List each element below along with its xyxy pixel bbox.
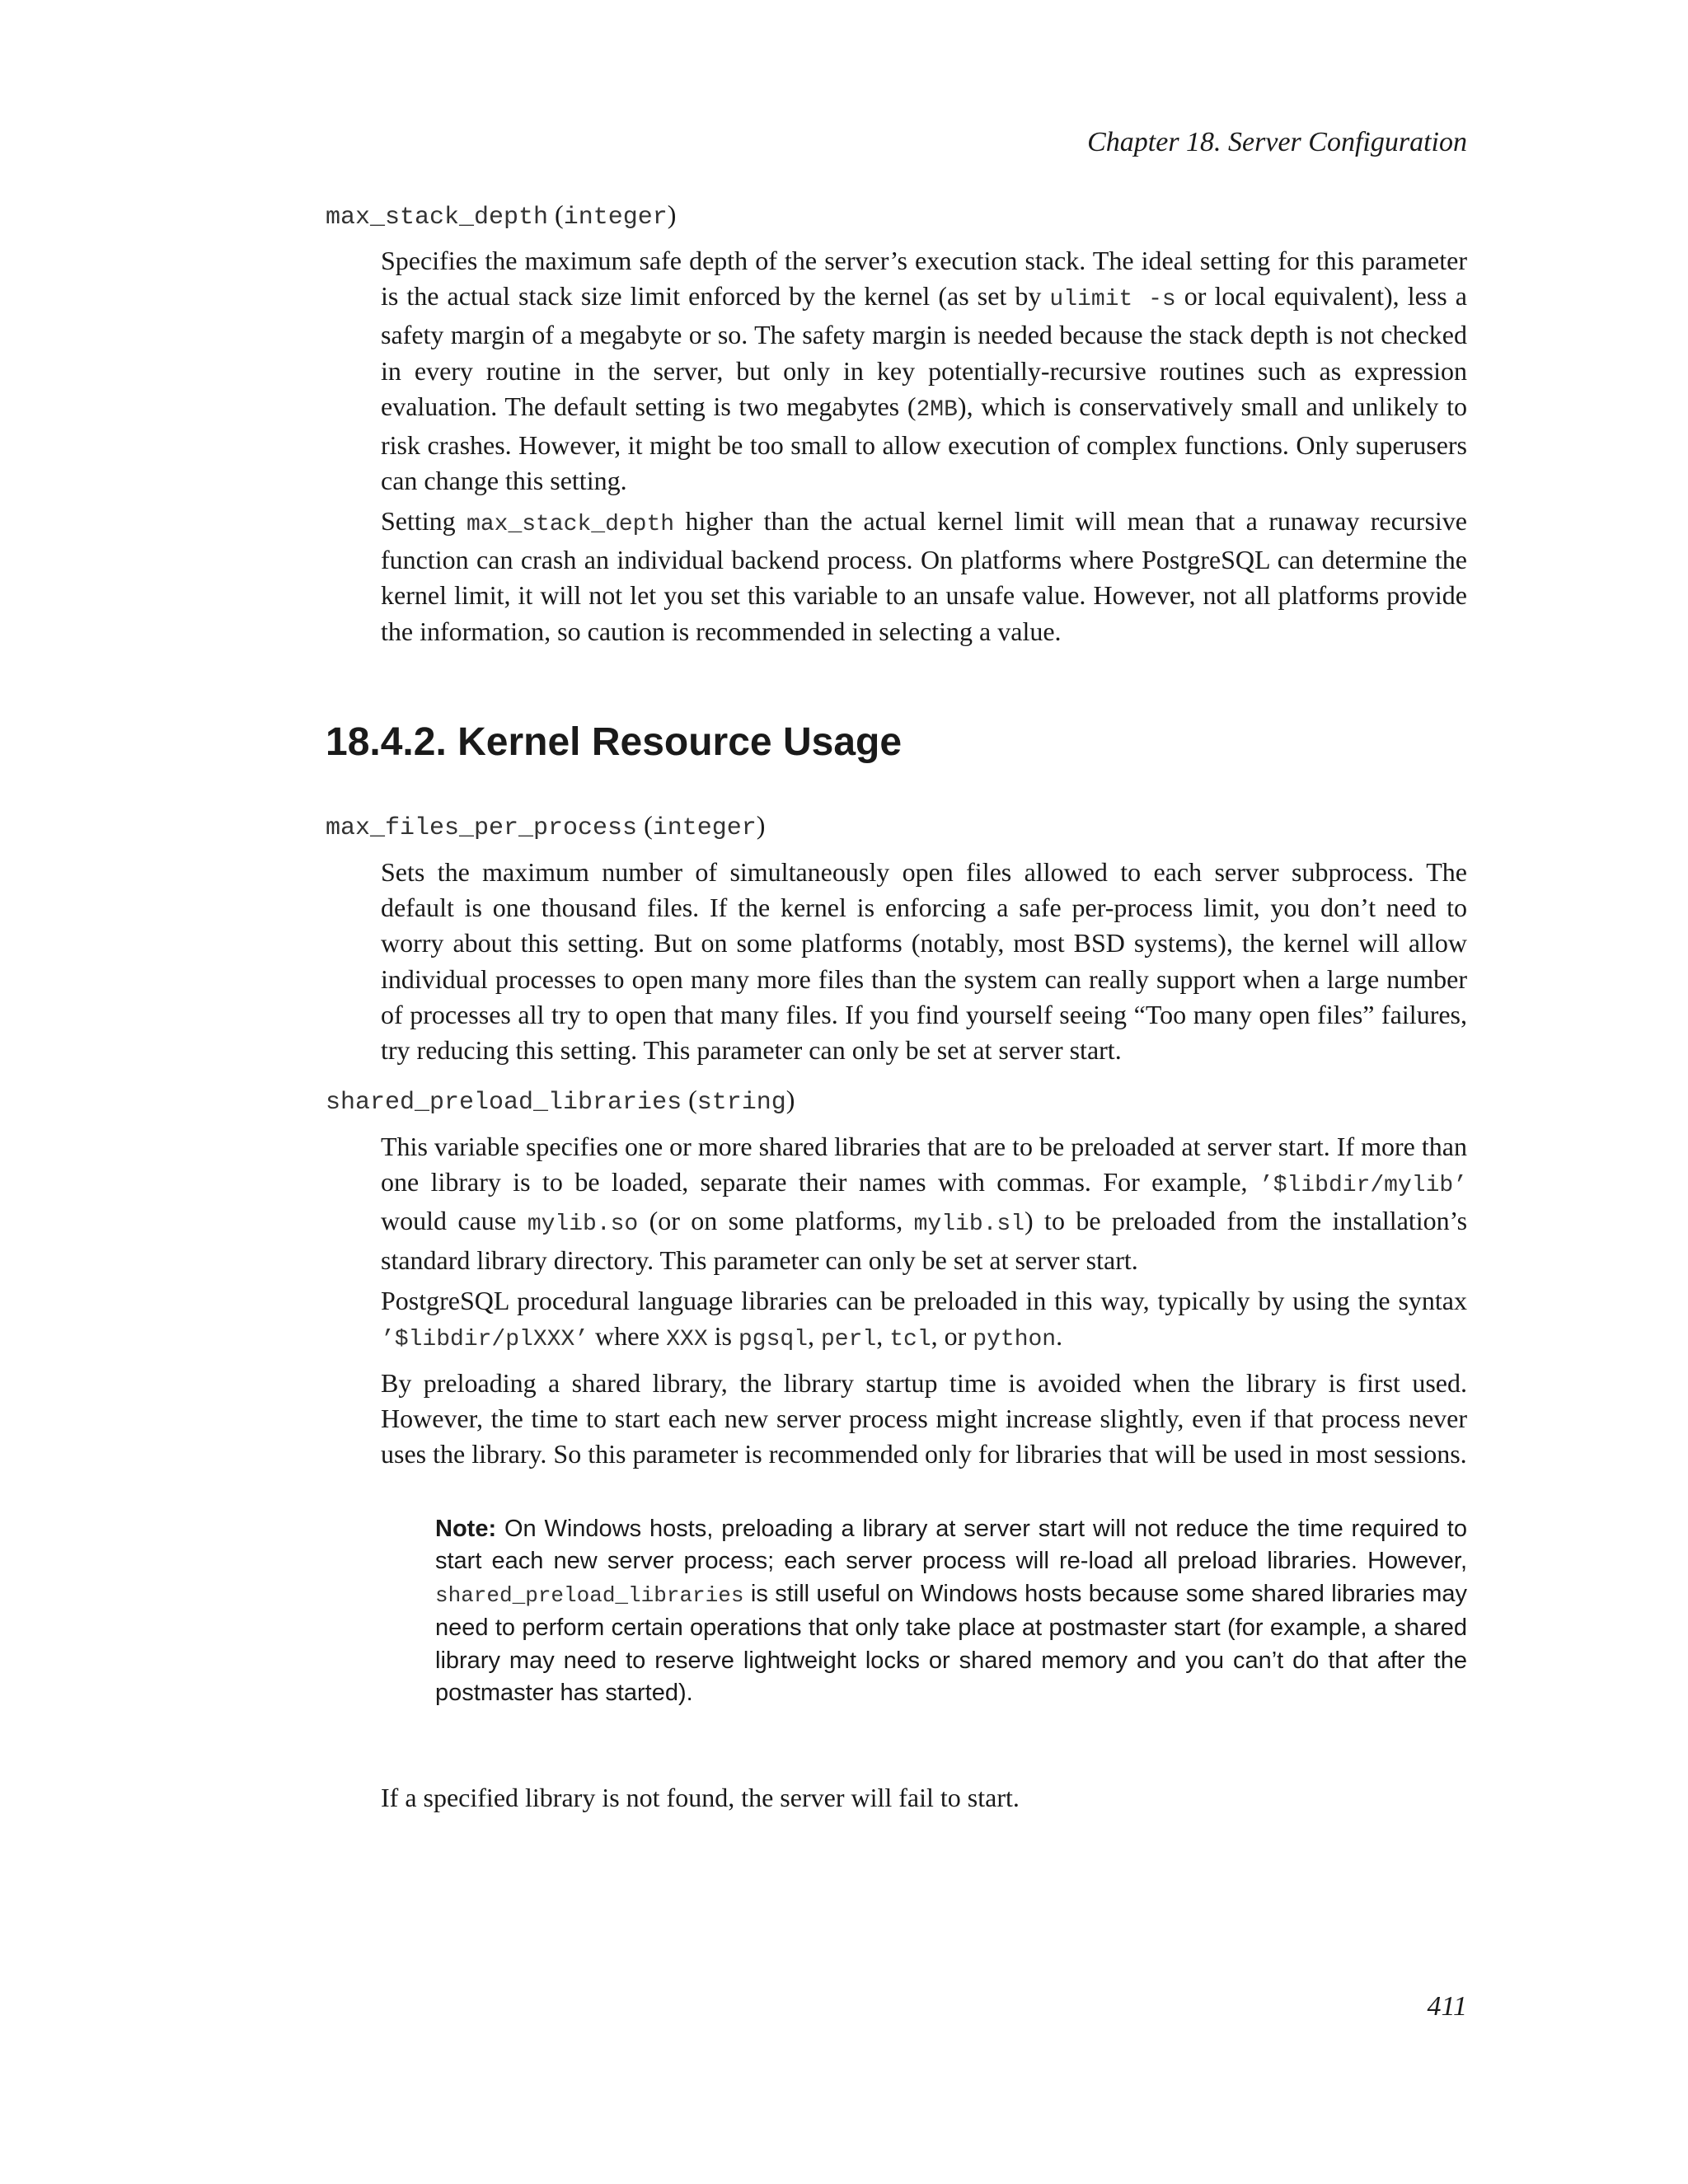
inline-code: 2MB xyxy=(916,396,958,423)
stack-depth-description: Specifies the maximum safe depth of the server’s execution stack. The ideal setting for this parameter is the actual stack size limit enforced by the kernel (as set by ulimit -s or local equivalent), less a safety margin of a megabyte or so. The safety margin is needed because the stack depth is not checked in every routine in the server, but only in key potentially-recursive routines such as expression evaluation. The default setting is two megabytes (2MB), which is conservatively small and unlikely to risk crashes. However, it might be too small to allow execution of complex functions. Only superusers can change this setting. xyxy=(381,246,1468,496)
page-number: 411 xyxy=(1427,1991,1467,2022)
parameter-name: max_stack_depth xyxy=(326,204,549,232)
files-per-process-description: Sets the maximum number of simultaneously open files allowed to each server subprocess. The default is one thousand files. If the kernel is enforcing a safe per-process limit, you don’t need to worry about this setting. But on some platforms (notably, most BSD systems), the kernel will allow individual processes to open many more files than the system can really support when a large number of processes all try to open that many files. If you find yourself seeing “Too many open files” failures, try reducing this setting. This parameter can only be set at server start. xyxy=(381,857,1467,1066)
inline-code: max_stack_depth xyxy=(467,512,675,537)
inline-code: mylib.sl xyxy=(913,1212,1025,1238)
parameter-name: max_files_per_process xyxy=(326,814,638,842)
parameter-name: shared_preload_libraries xyxy=(326,1089,682,1117)
inline-code: XXX xyxy=(666,1327,708,1353)
term-max-files-per-process: max_files_per_process (integer) xyxy=(326,810,766,842)
inline-code: perl xyxy=(821,1327,877,1353)
preload-description: This variable specifies one or more shared libraries that are to be preloaded at server start. If more than one library is to be loaded, separate their names with commas. For example, ’$libdir/mylib’ would cause mylib.so (or on some platforms, mylib.sl) to be preloaded from the installation’s standard library directory. This parameter can only be set at server start. xyxy=(381,1132,1468,1275)
preload-startup-time: By preloading a shared library, the library startup time is avoided when the library is first used. However, the time to start each new server process might increase slightly, even if that process never uses the library. So this parameter is recommended only for libraries that will be used in most sessions. xyxy=(381,1368,1467,1469)
inline-code: tcl xyxy=(889,1327,931,1353)
section-title: 18.4.2. Kernel Resource Usage xyxy=(326,720,903,764)
preload-procedural-languages: PostgreSQL procedural language libraries can be preloaded in this way, typically by using the syntax ’$libdir/plXXX’ where XXX is pgsql, perl, tcl, or python. xyxy=(381,1286,1467,1353)
note-label: Note: xyxy=(435,1516,497,1542)
preload-not-found: If a specified library is not found, the server will fail to start. xyxy=(381,1783,1020,1812)
inline-code: pgsql xyxy=(738,1327,808,1353)
windows-note: Note: On Windows hosts, preloading a library at server start will not reduce the time required to start each new server process; each server process will re-load all preload libraries. However, shared_preload_libraries is still useful on Windows hosts because some shared libraries may need to perform certain operations that only take place at postmaster start (for example, a shared library may need to reserve lightweight locks or shared memory and you can’t do that after the postmaster has started). xyxy=(435,1516,1467,1707)
parameter-type: integer xyxy=(652,814,757,842)
inline-code: mylib.so xyxy=(527,1212,639,1238)
running-header: Chapter 18. Server Configuration xyxy=(1087,127,1467,157)
term-shared-preload-libraries: shared_preload_libraries (string) xyxy=(326,1085,795,1117)
inline-code: ’$libdir/mylib’ xyxy=(1259,1173,1467,1199)
stack-depth-warning: Setting max_stack_depth higher than the actual kernel limit will mean that a runaway recursive function can crash an individual backend process. On platforms where PostgreSQL can determine the kernel limit, it will not let you set this variable to an unsafe value. However, not all platforms provide the information, so caution is recommended in selecting a value. xyxy=(381,506,1468,646)
inline-code: shared_preload_libraries xyxy=(435,1582,744,1608)
parameter-type: integer xyxy=(563,204,668,232)
parameter-type: string xyxy=(696,1089,786,1117)
inline-code: ulimit -s xyxy=(1049,287,1176,313)
term-max-stack-depth: max_stack_depth (integer) xyxy=(326,199,677,232)
inline-code: ’$libdir/plXXX’ xyxy=(381,1327,589,1353)
inline-code: python xyxy=(973,1327,1057,1353)
